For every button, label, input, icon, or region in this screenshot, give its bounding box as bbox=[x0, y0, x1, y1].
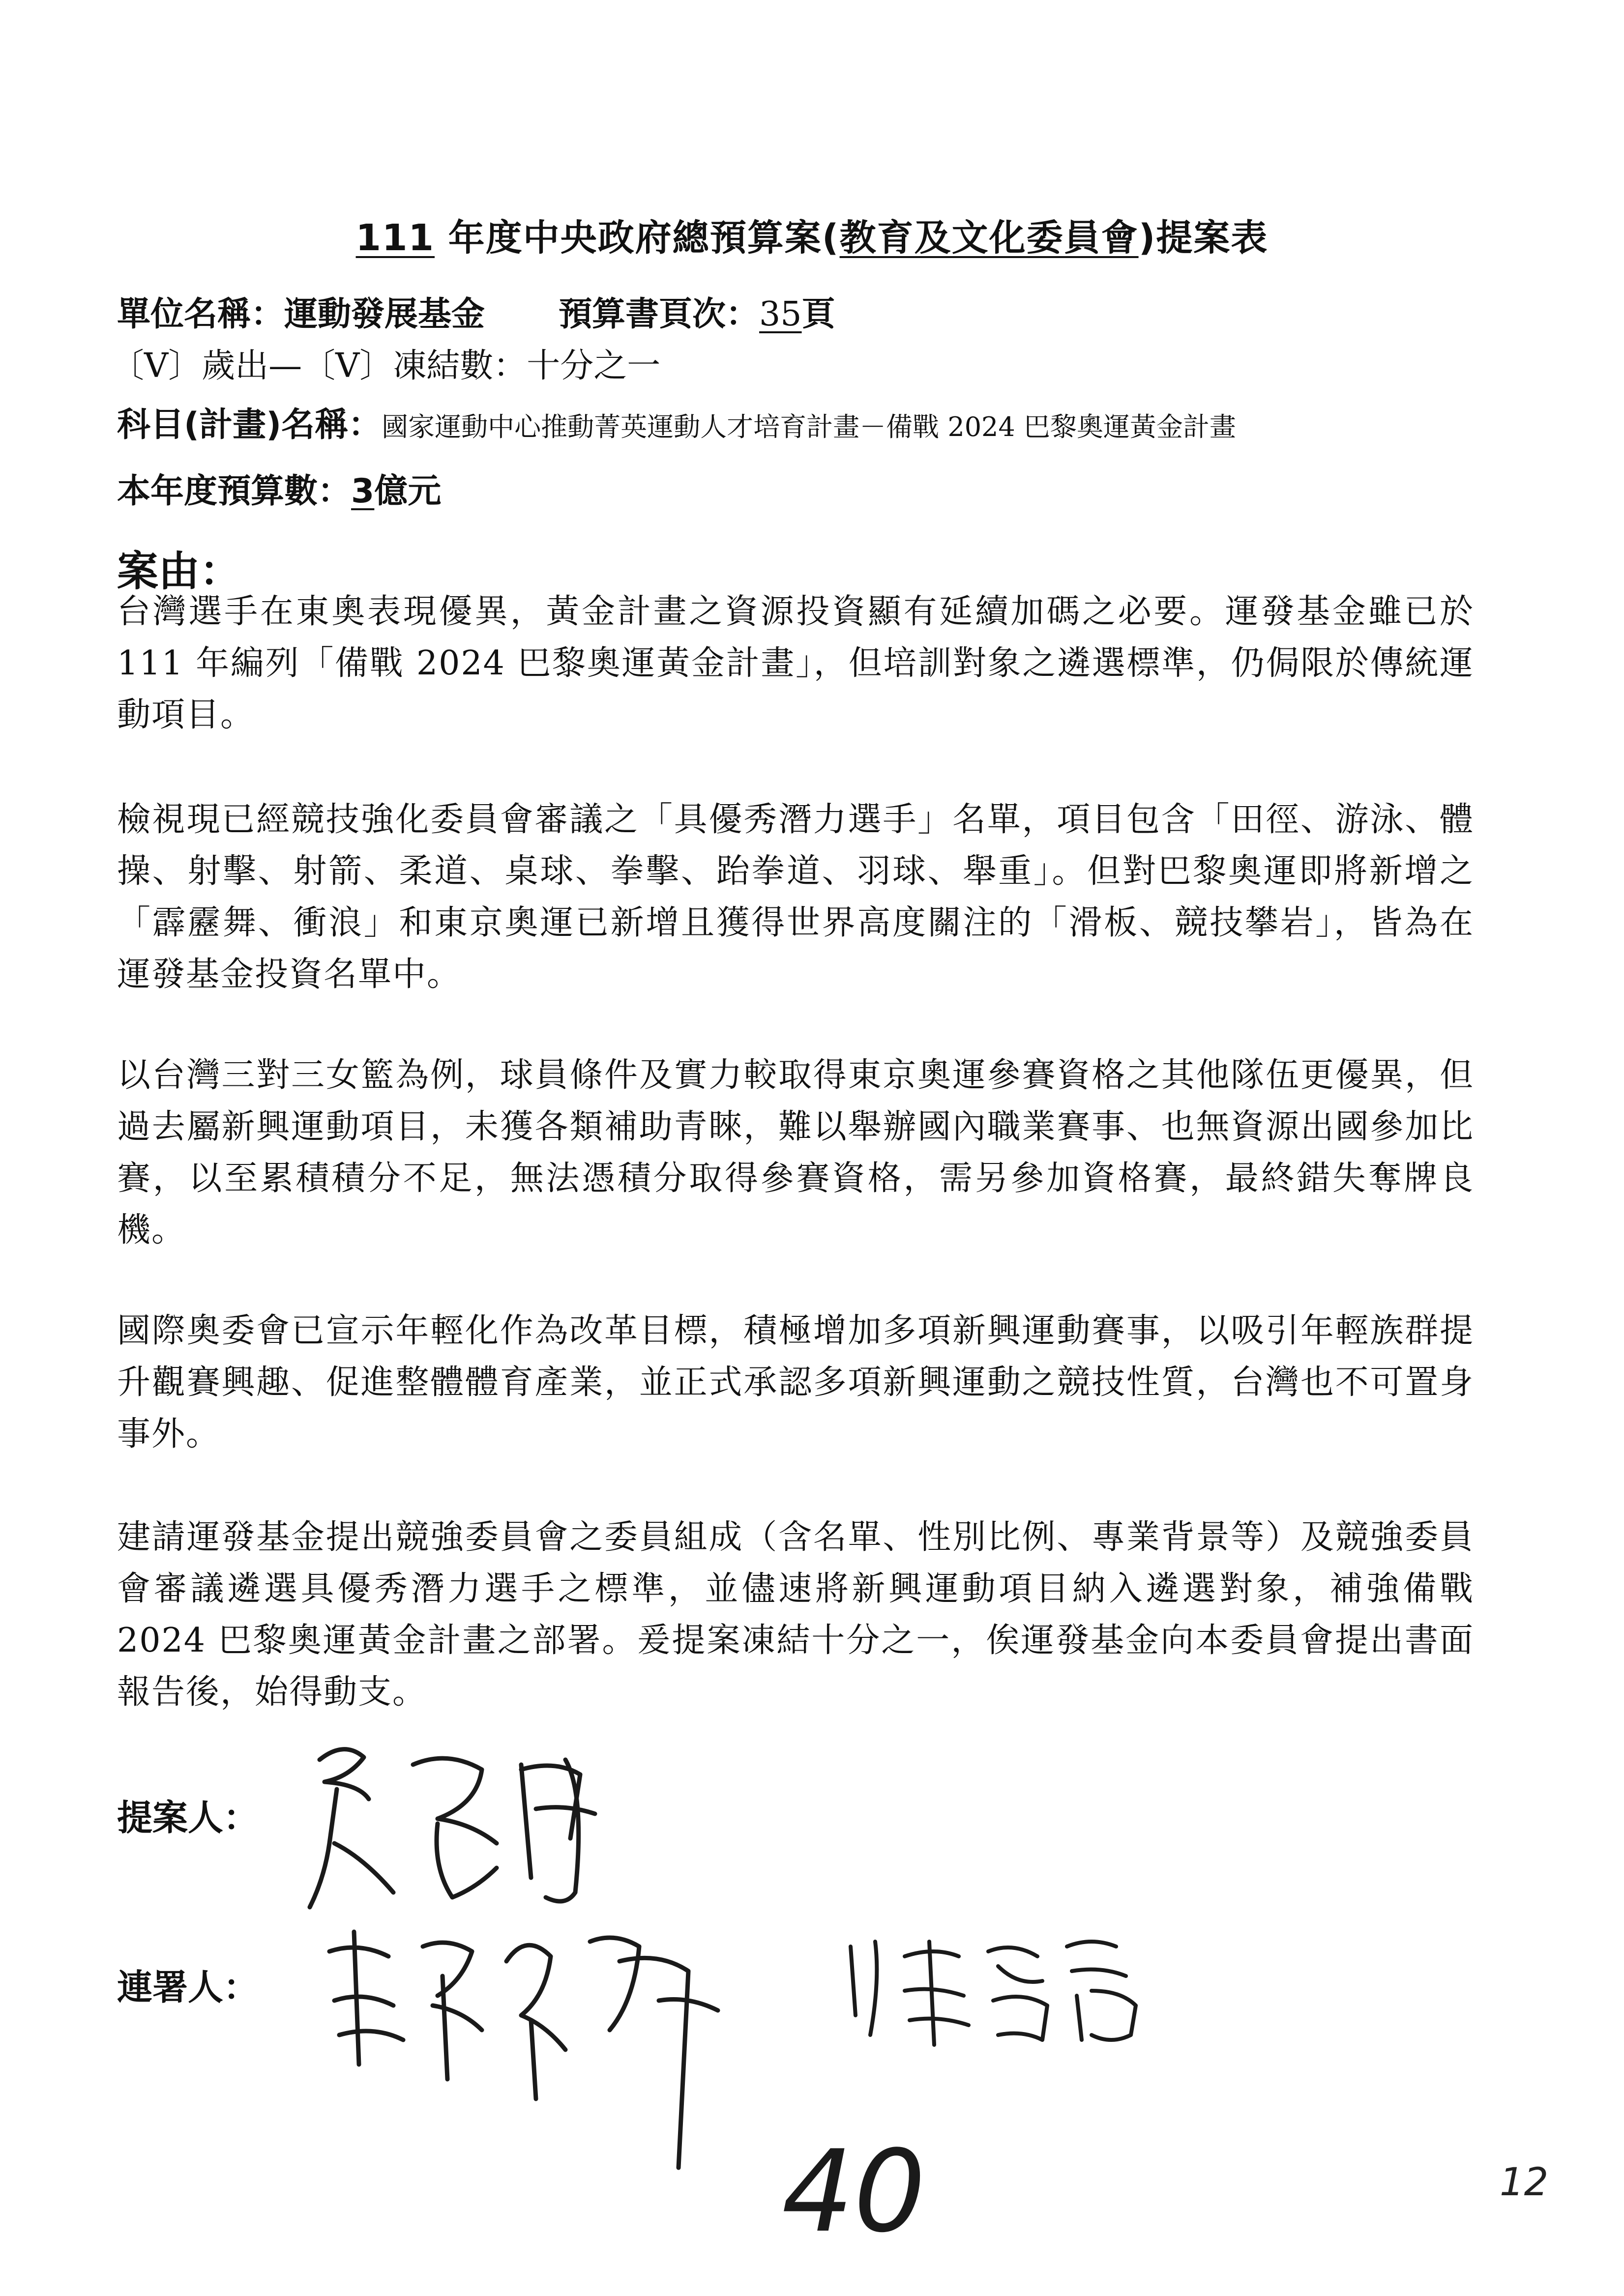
page-mark bbox=[1500, 2160, 1559, 2214]
subject-value: 國家運動中心推動菁英運動人才培育計畫－備戰 2024 巴黎奧運黃金計畫 bbox=[382, 411, 1236, 442]
subject-label: 科目(計畫)名稱： bbox=[117, 406, 382, 444]
unit-label: 單位名稱： bbox=[117, 295, 285, 334]
proposer-label: 提案人： bbox=[117, 1797, 259, 1838]
page-unit: 頁 bbox=[801, 295, 835, 334]
handwritten-number-text: 40 bbox=[782, 2126, 926, 2258]
title-text-b: )提案表 bbox=[1138, 217, 1269, 259]
budget-value: 3 bbox=[351, 472, 375, 511]
document-title bbox=[0, 209, 1624, 261]
reason-paragraph-5: 建請運發基金提出競強委員會之委員組成（含名單、性別比例、專業背景等）及競強委員會審議遴選具優秀潛力選手之標準，並儘速將新興運動項目納入遴選對象，補強備戰 2024 巴黎奧運黃金計畫之部署。爰提案凍結十分之一，俟運發基金向本委員會提出書面報告後，始得動支。 bbox=[117, 1518, 1474, 1712]
freeze-line: 〔V〕歲出—〔V〕凍結數：十分之一 bbox=[111, 347, 661, 385]
reason-paragraph-1: 台灣選手在東奧表現優異，黃金計畫之資源投資顯有延續加碼之必要。運發基金雖已於 111 年編列「備戰 2024 巴黎奧運黃金計畫」，但培訓對象之遴選標準，仍侷限於傳統運動項目。 bbox=[117, 592, 1474, 734]
proposer-signature bbox=[290, 1730, 634, 1927]
cosigner-signature-2 bbox=[836, 1927, 1151, 2055]
title-committee: 教育及文化委員會 bbox=[839, 217, 1139, 259]
unit-value: 運動發展基金 bbox=[284, 295, 485, 334]
page-label: 預算書頁次： bbox=[559, 295, 760, 334]
cosigner-signature-1 bbox=[315, 1902, 757, 2178]
budget-label: 本年度預算數： bbox=[117, 472, 352, 511]
budget-unit: 億元 bbox=[374, 472, 442, 511]
reason-paragraph-2: 檢視現已經競技強化委員會審議之「具優秀潛力選手」名單，項目包含「田徑、游泳、體操、射擊、射箭、柔道、桌球、拳擊、跆拳道、羽球、舉重」。但對巴黎奧運即將新增之「霹靂舞、衝浪」和東京奧運已新增且獲得世界高度關注的「滑板、競技攀岩」，皆為在運發基金投資名單中。 bbox=[117, 800, 1474, 994]
reason-paragraph-3: 以台灣三對三女籃為例，球員條件及實力較取得東京奧運參賽資格之其他隊伍更優異，但過去屬新興運動項目，未獲各類補助青睞，難以舉辦國內職業賽事、也無資源出國參加比賽，以至累積積分不足，無法憑積分取得參賽資格，需另參加資格賽，最終錯失奪牌良機。 bbox=[117, 1056, 1474, 1250]
title-year: 111 bbox=[355, 217, 435, 259]
budget-line bbox=[117, 465, 441, 512]
unit-line bbox=[117, 288, 835, 335]
reason-paragraph-4: 國際奧委會已宣示年輕化作為改革目標，積極增加多項新興運動賽事，以吸引年輕族群提升觀賽興趣、促進整體體育產業，並正式承認多項新興運動之競技性質，台灣也不可置身事外。 bbox=[117, 1311, 1474, 1453]
reason-heading: 案由： bbox=[117, 547, 241, 595]
handwritten-number bbox=[782, 2119, 988, 2266]
title-text-a: 年度中央政府總預算案( bbox=[435, 217, 840, 259]
cosigner-label: 連署人： bbox=[117, 1967, 259, 2008]
page-value: 35 bbox=[759, 295, 802, 334]
subject-line bbox=[117, 398, 1236, 446]
page-mark-text: 12 bbox=[1500, 2160, 1549, 2205]
